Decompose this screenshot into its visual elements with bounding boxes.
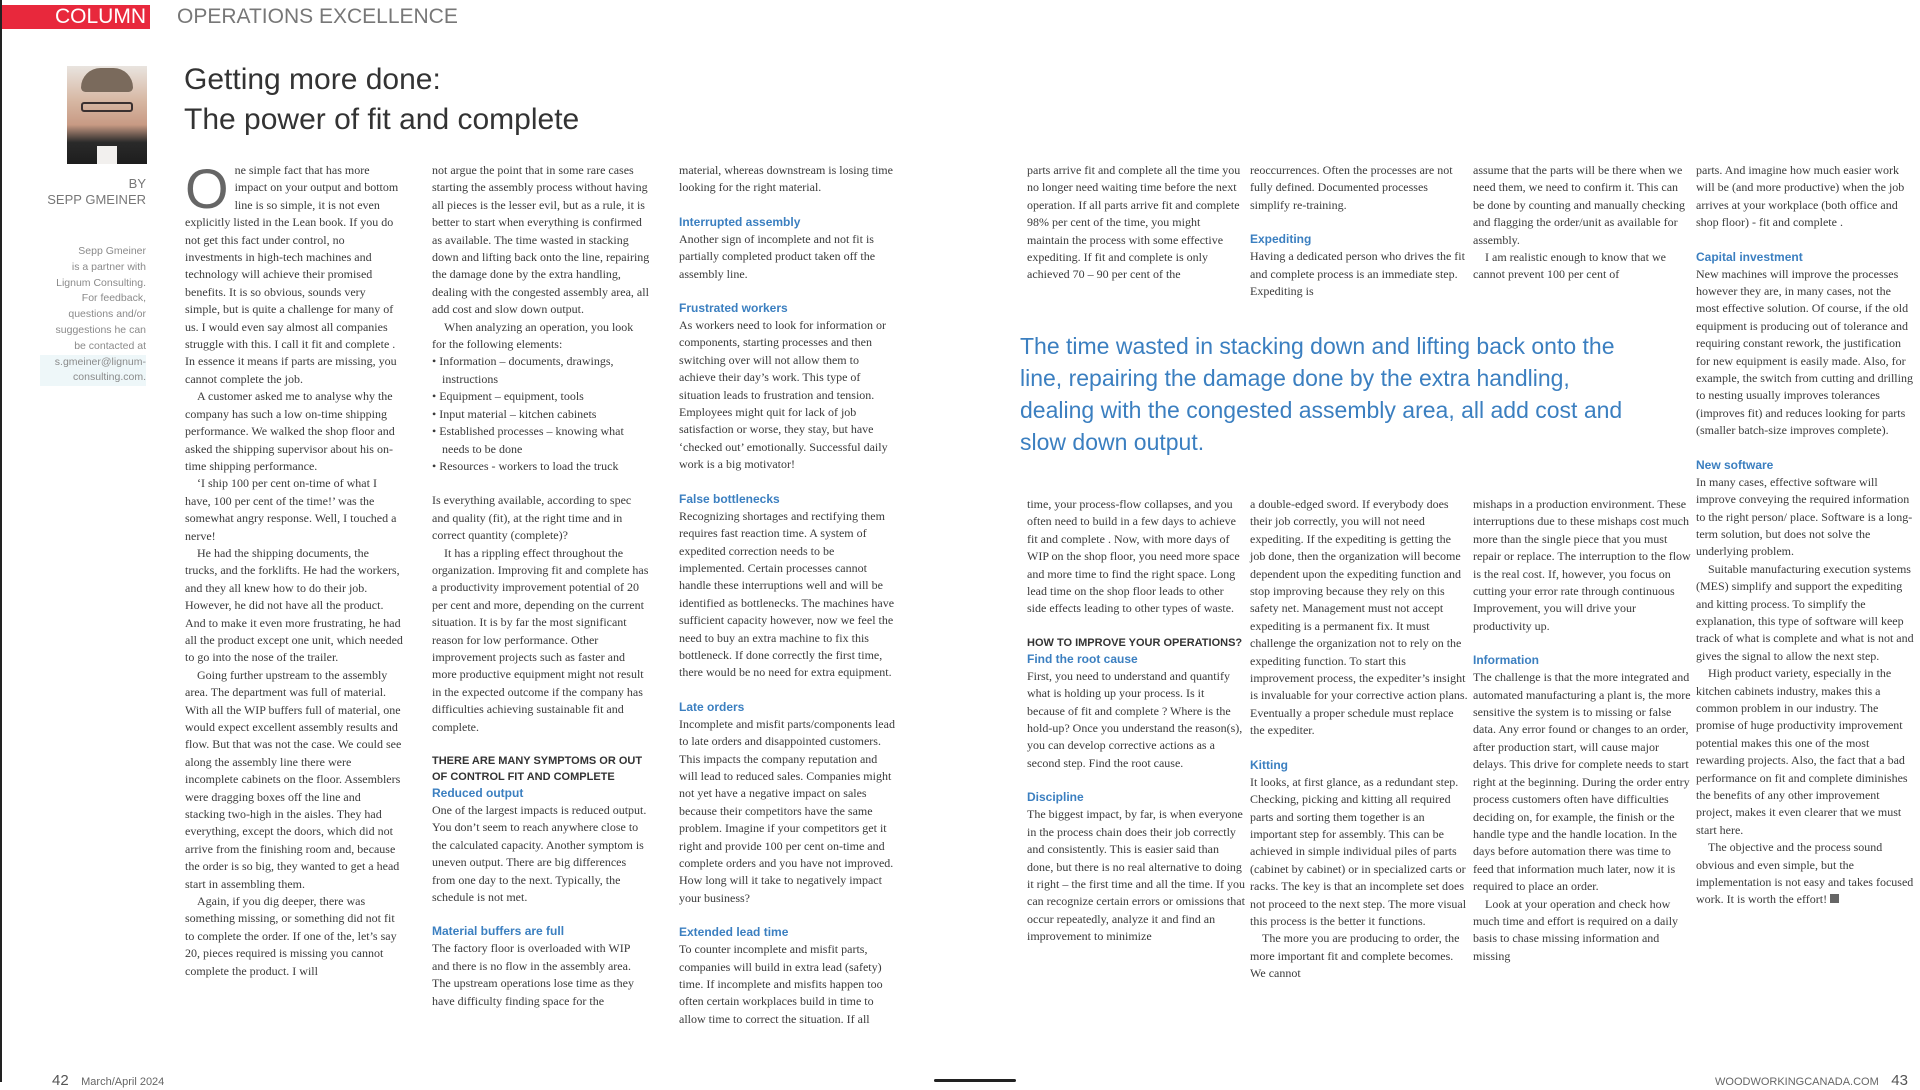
title-line-2: The power of fit and complete — [184, 103, 580, 136]
paragraph: Again, if you dig deeper, there was something missing, or something did not fit to complete the order. If one of the, let’s say 20, pieces required is missing you cannot complete the product. I will — [185, 894, 397, 978]
author-email-link[interactable] — [40, 355, 146, 387]
left-page-footer — [52, 1072, 172, 1090]
author-shirt — [97, 146, 117, 164]
paragraph: The factory floor is overloaded with WIP and there is no flow in the assembly area. The upstream operations lose time as they have difficulty finding space for the — [432, 941, 634, 1008]
subhead-expediting: Expediting — [1250, 232, 1312, 247]
author-bio — [40, 244, 146, 386]
subhead-extended-lead-time: Extended lead time — [679, 925, 789, 940]
article-column-7 — [1696, 162, 1914, 909]
paragraph: material, whereas downstream is losing time looking for the right material. — [679, 163, 893, 195]
paragraph: The challenge is that the more integrated and automated manufacturing a plant is, the more sensitive the system is to missing or false data. Any error found or changes to an order, after production start, will cause major delays. This drive for complete needs to start right at the beginning. During the order entry process customers often have difficulties deciding on, for example, the finish or the handle type and the handle location. In the days before automation there was time to feed that information much later, now it is required to place an order. — [1473, 670, 1691, 894]
bio-line: Lignum Consulting. — [56, 276, 146, 289]
email-part[interactable]: s.gmeiner@lignum- — [54, 355, 146, 368]
paragraph: ne simple fact that has more impact on your output and bottom line is so simple, it is not even explicitly listed in the Lean book. If you do not get this fact under control, no investments in high-tech machines and technology will achieve their promised benefits. It is so obvious, sounds very simple, but is quite a challenge for many of us. I would even say almost all companies struggle with this. I call it fit and complete . In essence it means if parts are missing, you cannot complete the job. — [185, 163, 399, 386]
paragraph: First, you need to understand and quantify what is holding up your process. Is it because of fit and complete ? Where is the hold-up? Once you understand the reason(s), you can develop corrective actions as a second step. Find the root cause. — [1027, 668, 1243, 770]
end-mark-icon — [1830, 894, 1839, 903]
paragraph: The more you are producing to order, the more important fit and complete becomes. We cannot — [1250, 931, 1460, 981]
paragraph: It looks, at first glance, as a redundant step. Checking, picking and kitting all required parts and sorting them together is an important step for assembly. This can be achieved in simple individual piles of parts (cabinet by cabinet) or in specialized carts or racks. The key is that an incomplete set does not proceed to the next step. The more visual this process is the better it functions. — [1250, 774, 1467, 928]
subhead-discipline: Discipline — [1027, 790, 1084, 805]
subhead-false-bottlenecks: False bottlenecks — [679, 491, 780, 506]
pull-quote: The time wasted in stacking down and lifting back onto the line, repairing the damage done by the extra handling, dealing with the congested assembly area, all add cost and slow down output. — [1020, 333, 1623, 455]
left-edge-border — [0, 0, 2, 1082]
subhead-new-software: New software — [1696, 457, 1774, 472]
paragraph: ‘I ship 100 per cent on-time of what I have, 100 per cent of the time!’ was the somewhat angry response. Well, I touched a nerve! — [185, 476, 397, 543]
byline — [40, 176, 146, 208]
paragraph: As workers need to look for information or components, starting processes and then switching over will not allow them to achieve their day’s work. This type of situation leads to frustration and tension. Employees might quit for lack of job satisfaction or worse, they stay, but have ‘checked out’ emotionally. Successful daily work is a big motivator! — [679, 318, 888, 472]
subhead-late-orders: Late orders — [679, 699, 745, 714]
article-column-2 — [432, 162, 650, 1010]
elements-list — [432, 353, 650, 475]
paragraph: A customer asked me to analyse why the company has such a low on-time shipping performance. We walked the shop floor and asked the shipping supervisor about his on-time shipping performance. — [185, 389, 395, 473]
subhead-interrupted-assembly: Interrupted assembly — [679, 214, 801, 229]
article-column-5-top — [1250, 162, 1468, 300]
page-number-right: 43 — [1891, 1072, 1908, 1089]
byline-name: SEPP GMEINER — [47, 192, 146, 207]
issue-date: March/April 2024 — [81, 1076, 165, 1088]
article-column-6-top — [1473, 162, 1691, 284]
paragraph: The biggest impact, by far, is when everyone in the process chain does their job correctly and consistently. This is easier said than done, but there is no real alternative to doing it right – the first time and all the time. If you can recognize certain errors or omissions that occur repeatedly, analyze it and find an improvement to minimize — [1027, 807, 1245, 944]
paragraph: In many cases, effective software will improve conveying the required information to the right person/ place. Software is a long-term solution, but does not solve the underlying problem. — [1696, 474, 1913, 559]
section-subhead: THERE ARE MANY SYMPTOMS OR OUT OF CONTROL FIT AND COMPLETE — [432, 755, 643, 783]
list-item: • Established processes – knowing what needs to be done — [432, 424, 624, 456]
website: WOODWORKINGCANADA.COM — [1715, 1076, 1879, 1088]
paragraph: Having a dedicated person who drives the fit and complete process is an immediate step. Expediting is — [1250, 249, 1465, 299]
paragraph: Going further upstream to the assembly area. The department was full of material. With all the WIP buffers full of material, one would expect excellent assembly results and flow. But that was not the case. We could see along the assembly line there were incomplete cabinets on the floor. Assemblers were dragging boxes off the line and stacking two-high in the aisles. They had everything, except the doors, which did not arrive from the finishing room and, because the order is so big, they wanted to get a head start in assembling them. — [185, 667, 402, 891]
bio-line: is a partner with — [71, 260, 146, 273]
paragraph: Incomplete and misfit parts/components lead to late orders and disappointed customers. This impacts the company reputation and will lead to reduced sales. Companies might not yet have a negative impact on sales because their competitors have the same problem. Imagine if your competitors get it right and provide 100 per cent on-time and complete orders and you have not improved. How long will it take to negatively impact your business? — [679, 716, 895, 905]
subhead-frustrated-workers: Frustrated workers — [679, 301, 788, 316]
paragraph: He had the shipping documents, the trucks, and the forklifts. He had the workers, and they all knew how to do their job. However, he did not have all the product. And to make it even more frustrating, he had all the product except one unit, which needed to go into the nose of the trailer. — [185, 545, 403, 665]
section-title: OPERATIONS EXCELLENCE — [177, 5, 458, 28]
list-item: • Input material – kitchen cabinets — [432, 406, 597, 421]
paragraph: Another sign of incomplete and not fit is partially completed product taken off the assembly line. — [679, 231, 876, 281]
paragraph: Is everything available, according to spec and quality (fit), at the right time and in correct quantity (complete)? — [432, 493, 632, 543]
author-hair — [81, 68, 133, 92]
section-subhead: HOW TO IMPROVE YOUR OPERATIONS? — [1027, 636, 1243, 649]
right-page-footer — [1707, 1072, 1908, 1090]
subhead-find-root-cause: Find the root cause — [1027, 651, 1138, 666]
byline-by: BY — [128, 176, 146, 191]
paragraph: not argue the point that in some rare cases starting the assembly process without having all pieces is the lesser evil, but as a rule, it is better to start when everything is confirmed as available. The time wasted in stacking down and lifting back onto the line, repairing the damage done by the extra handling, dealing with the congested assembly area, all add cost and slow down output. — [432, 163, 650, 317]
bio-line: Sepp Gmeiner — [78, 245, 146, 257]
email-part[interactable]: consulting.com. — [73, 371, 146, 384]
article-title — [184, 60, 579, 140]
paragraph: Recognizing shortages and rectifying them requires fast reaction time. A system of expedited correction needs to be implemented. Certain processes cannot handle these interruptions well and will be identified as bottlenecks. The machines have sufficient capacity however, now we feel the need to buy an extra machine to fix this bottleneck. If done correctly the first time, there would be no need for extra equipment. — [679, 508, 895, 680]
article-column-6-bottom — [1473, 496, 1691, 965]
article-column-5-bottom — [1250, 496, 1468, 983]
page-number-left: 42 — [52, 1072, 69, 1089]
subhead-kitting: Kitting — [1250, 757, 1288, 772]
subhead-capital-investment: Capital investment — [1696, 249, 1803, 264]
list-item: • Information – documents, drawings, instructions — [432, 354, 614, 386]
paragraph: mishaps in a production environment. These interruptions due to these mishaps cost much more than the single piece that you must repair or replace. The interruption to the flow is the real cost. If, however, you focus on cutting your error rate through continuous Improvement, you will drive your productivity up. — [1473, 497, 1691, 633]
bio-line: questions and/or — [68, 308, 146, 321]
drop-cap: O — [185, 157, 229, 220]
article-column-4-bottom — [1027, 496, 1245, 946]
paragraph: To counter incomplete and misfit parts, companies will build in extra lead (safety) time. If incomplete and misfits happen too often certain workplaces build in time to allow time to correct the situation. If all — [679, 942, 883, 1026]
closing-text: The objective and the process sound obvious and even simple, but the implementation is not easy and takes focused work. It is worth the effort! — [1696, 840, 1914, 907]
paragraph: I am realistic enough to know that we cannot prevent 100 per cent of — [1473, 250, 1666, 282]
column-tag: COLUMN — [2, 5, 150, 29]
paragraph: Suitable manufacturing execution systems (MES) simplify and support the expediting and kitting process. To simplify the explanation, this type of software will keep track of what is complete and what is not and gives the signal to allow the next step. — [1696, 561, 1914, 663]
paragraph: parts arrive fit and complete all the time you no longer need waiting time before the next operation. If all parts arrive fit and complete 98% per cent of the time, you might maintain the process with some effective expediting. If fit and complete is only achieved 70 – 90 per cent of the — [1027, 163, 1241, 282]
author-photo — [67, 66, 147, 164]
paragraph: It has a rippling effect throughout the organization. Improving fit and complete has a productivity improvement potential of 20 per cent and more, depending on the current situation. It is by far the most significant reason for low performance. Other improvement projects such as faster and more productive equipment might not result in the expected outcome if the company has difficulties achieving sustainable fit and complete. — [432, 545, 649, 734]
subhead-information: Information — [1473, 653, 1539, 668]
paragraph: One of the largest impacts is reduced output. You don’t seem to reach anywhere close to the calculated capacity. Another symptom is uneven output. There are big differences from one day to the next. Typically, the schedule is not met. — [432, 803, 647, 905]
bio-line: For feedback, — [81, 292, 146, 305]
subhead-reduced-output: Reduced output — [432, 786, 524, 800]
paragraph — [1696, 839, 1914, 909]
list-item: • Resources - workers to load the truck — [432, 458, 619, 473]
article-column-4-top — [1027, 162, 1245, 284]
bio-line: suggestions he can — [55, 323, 146, 336]
paragraph: When analyzing an operation, you look for the following elements: — [432, 319, 634, 352]
paragraph: High product variety, especially in the kitchen cabinets industry, makes this a common problem in our industry. The promise of huge productivity improvement potential makes this one of the most rewarding projects. Also, the fact that a bad performance on fit and complete diminishes the benefits of any other improvement project, makes it even clearer that we must start here. — [1696, 666, 1908, 837]
paragraph: reoccurrences. Often the processes are not fully defined. Documented processes simplify re-training. — [1250, 163, 1453, 212]
article-column-3 — [679, 162, 897, 1028]
paragraph: time, your process-flow collapses, and you often need to build in a few days to achieve fit and complete . Now, with more days of WIP on the shop floor, you need more space and more time to find the right space. Long lead time on the shop floor leads to other side effects leading to other types of waste. — [1027, 497, 1240, 616]
title-line-1: Getting more done: — [184, 63, 441, 96]
bio-line: be contacted at — [74, 339, 146, 352]
paragraph: New machines will improve the processes however they are, in many cases, not the most effective solution. Of course, if the old equipment is producing out of tolerance and requiring constant rework, the justification for new equipment is easily made. Also, for example, the switch from cutting and drilling to nesting usually improves tolerances (improves fit) and reduces looking for parts (smaller batch-size improves complete). — [1696, 266, 1913, 438]
paragraph: Look at your operation and check how much time and effort is required on a daily basis to chase missing information and missing — [1473, 896, 1679, 963]
article-column-1 — [185, 157, 403, 980]
subhead-material-buffers: Material buffers are full — [432, 924, 565, 939]
paragraph: a double-edged sword. If everybody does their job correctly, you will not need expediting. If the expediting is getting the job done, then the organization will become dependent upon the expediting function and stop improving because they rely on this safety net. Management must not accept expediting is a permanent fix. It must challenge the organization not to rely on the expediting function. To start this improvement process, the expediter’s insight is invaluable for your corrective action plans. Eventually a proper schedule must replace the expediter. — [1250, 497, 1468, 738]
author-glasses — [81, 102, 133, 112]
paragraph: parts. And imagine how much easier work will be (and more productive) when the job arrives at your workplace (both office and shop floor) - fit and complete . — [1696, 163, 1905, 230]
paragraph: assume that the parts will be there when we need them, we need to confirm it. This can be done by counting and manually checking and flagging the order/unit as available for assembly. — [1473, 163, 1685, 247]
list-item: • Equipment – equipment, tools — [432, 389, 584, 404]
